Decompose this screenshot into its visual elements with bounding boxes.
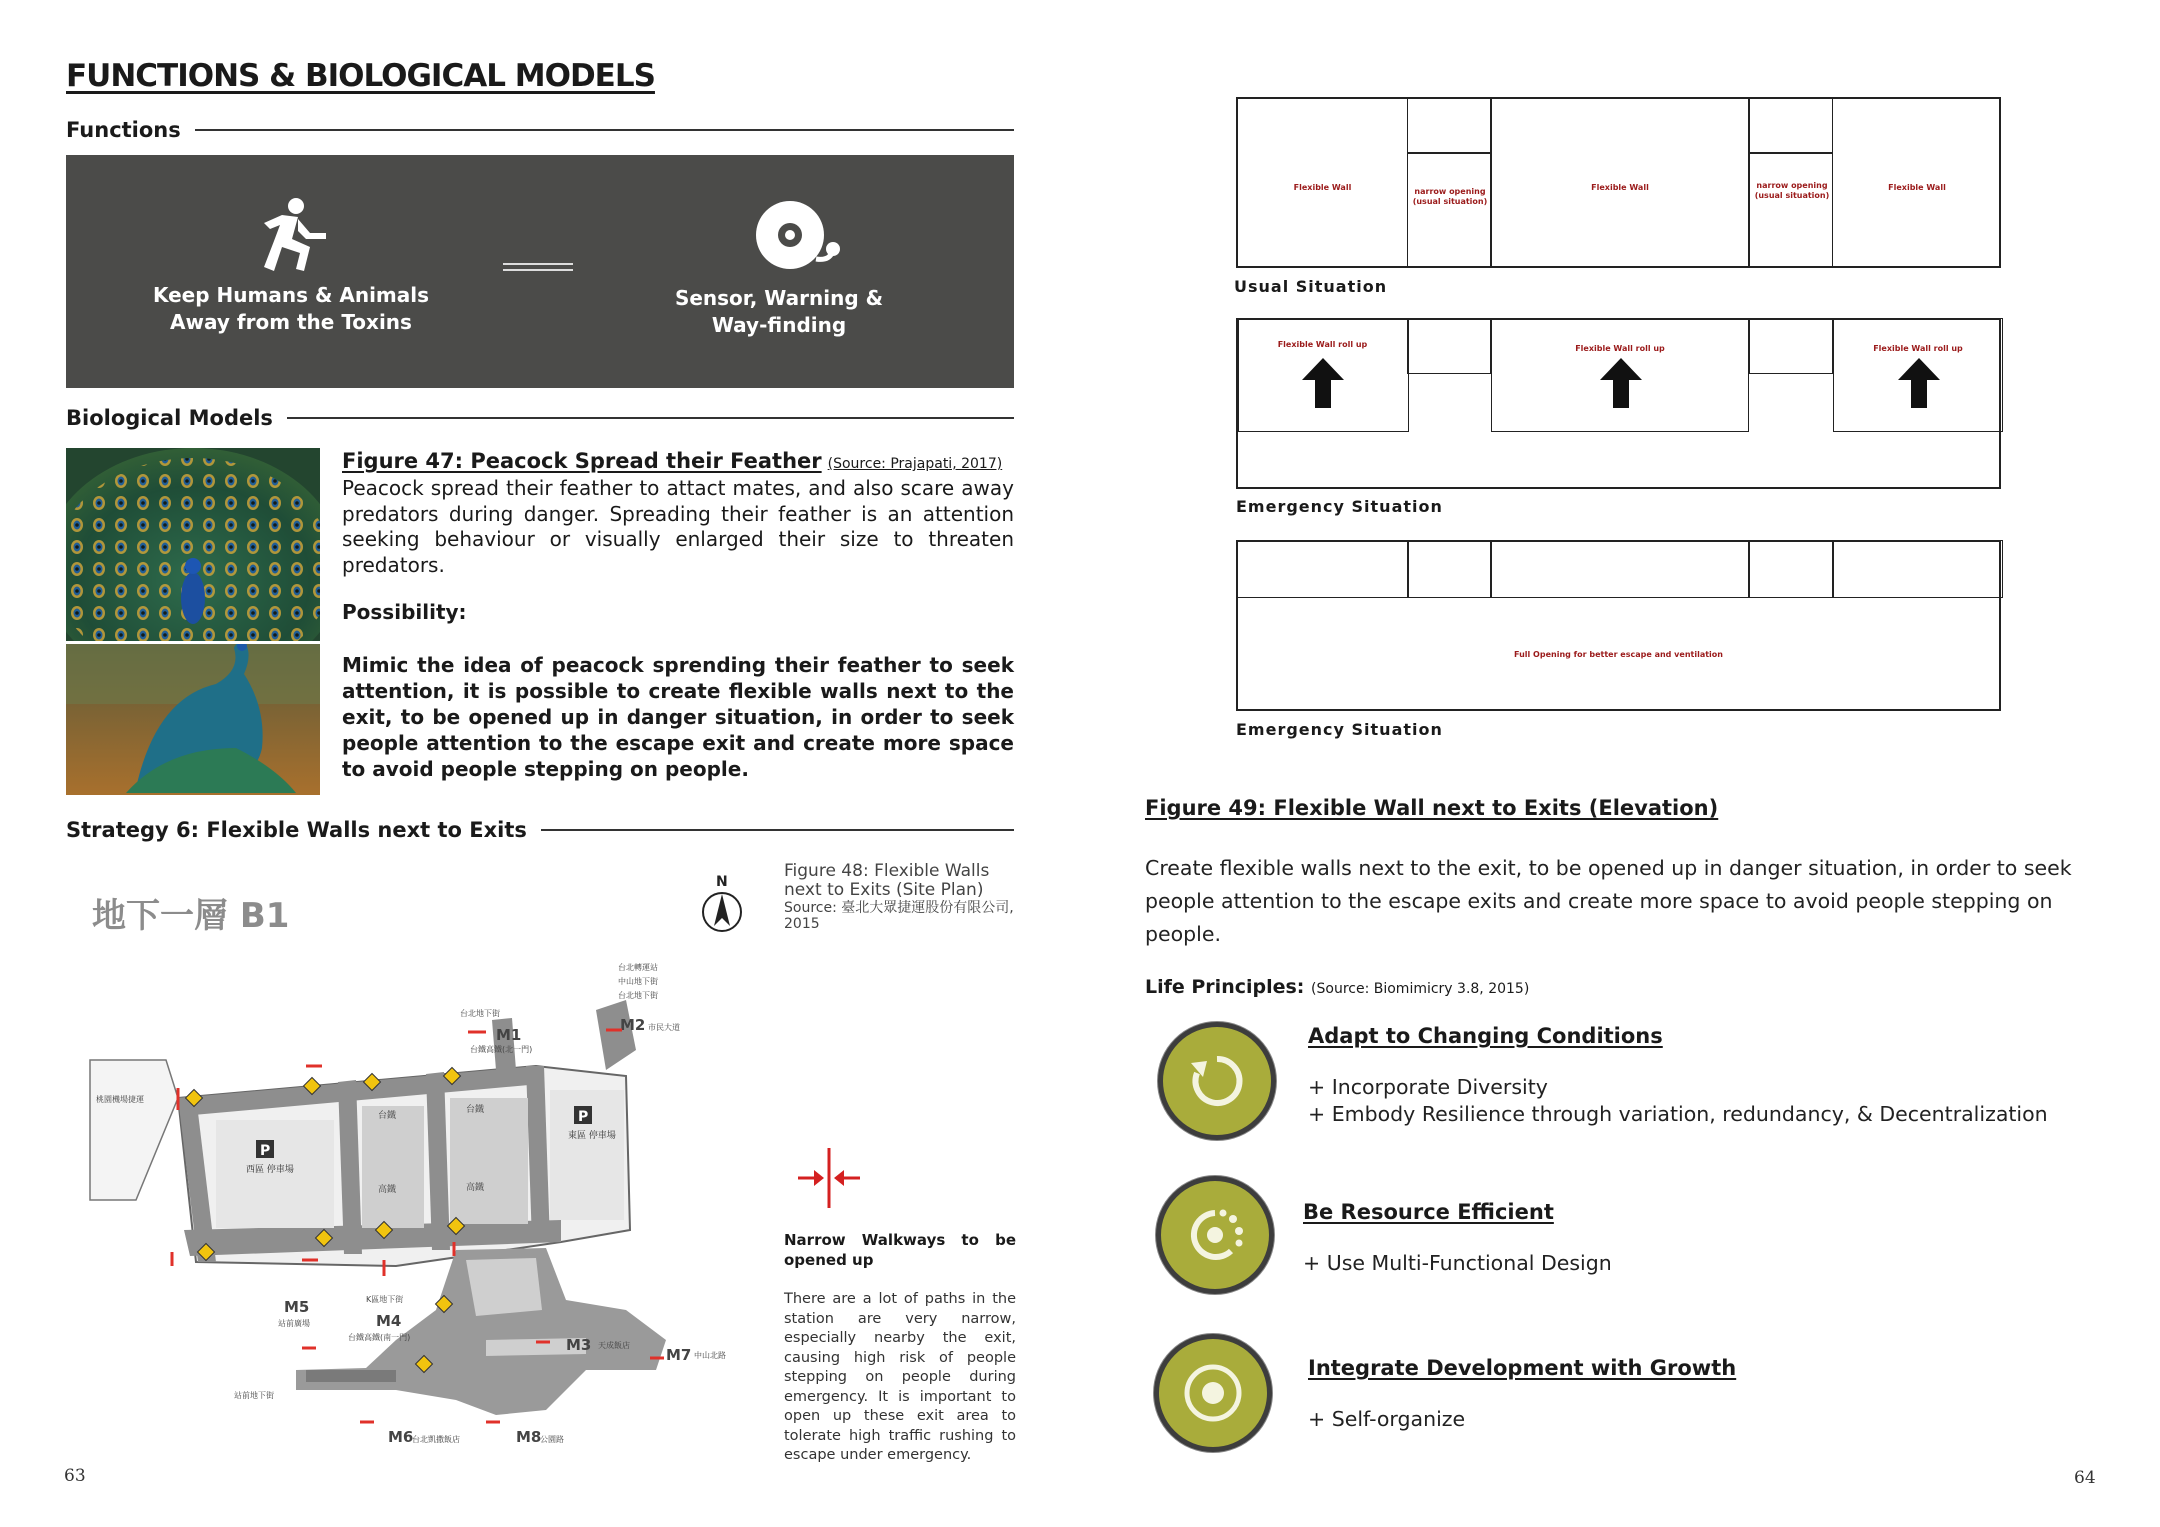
functions-heading-label: Functions — [66, 118, 181, 142]
roll-up-label: Flexible Wall roll up — [1277, 340, 1368, 349]
running-person-icon — [246, 197, 336, 277]
possibility-text: Mimic the idea of peacock sprending their feather to seek attention, it is possible to create flexible walls next to the exit, to be opened up in danger situation, in order to seek people attention to the escape exit and create more space to avoid people stepping on people. — [342, 653, 1014, 781]
narrow-walkway-icon — [796, 1148, 862, 1208]
flexible-wall-label: Flexible Wall — [1888, 183, 1946, 192]
roll-up-label: Flexible Wall roll up — [1873, 344, 1963, 353]
m3-name: 天成飯店 — [598, 1341, 630, 1350]
up-arrow-icon — [1898, 358, 1940, 408]
taipei-city-label: 台北地下街 — [618, 991, 658, 1000]
station-front-label: 站前地下街 — [234, 1391, 274, 1400]
up-arrow-icon — [1600, 358, 1642, 408]
emergency-caption-2: Emergency Situation — [1236, 720, 1443, 739]
m4-name: 台鐵高鐵(南一門) — [348, 1333, 411, 1342]
map-title: 地下一層 B1 — [92, 896, 290, 936]
exit-m3-label: M3 — [566, 1336, 592, 1354]
east-parking-label: 東區 停車場 — [568, 1131, 616, 1141]
heading-rule — [287, 417, 1014, 419]
hsr-label-2: 高鐵 — [466, 1183, 485, 1193]
principle-1-item-2: + Embody Resilience through variation, redundancy, & Decentralization — [1308, 1102, 2048, 1126]
function-1-line2: Away from the Toxins — [170, 310, 412, 334]
refresh-icon — [1187, 1051, 1247, 1111]
fig48-caption-block — [784, 862, 1016, 932]
exit-m1-label: M1 — [496, 1026, 522, 1044]
narrow-opening-cell — [1749, 153, 1833, 268]
principle-3-badge — [1154, 1334, 1272, 1452]
roll-up-label: Flexible Wall roll up — [1575, 344, 1665, 353]
flexible-wall-label: Flexible Wall — [1293, 183, 1352, 192]
functions-heading — [66, 118, 1014, 142]
function-2-label — [634, 285, 924, 339]
narrow-walkways-text: There are a lot of paths in the station are very narrow, especially nearby the exit, causing high risk of people stepping on people during emergency. It is important to open up these exit area to tolerate high traffic rushing to escape under emergency. — [784, 1291, 1016, 1463]
fig48-caption: Figure 48: Flexible Walls next to Exits (Site Plan) — [784, 861, 990, 900]
emergency-caption-1: Emergency Situation — [1236, 497, 1443, 516]
principle-2-badge — [1156, 1176, 1274, 1294]
principle-1-badge — [1158, 1022, 1276, 1140]
life-principles-heading — [1145, 976, 1529, 998]
function-2-line2: Way-finding — [711, 313, 847, 337]
function-1-line1: Keep Humans & Animals — [152, 283, 430, 307]
elevation-lintel — [1407, 540, 1491, 598]
up-arrow-icon — [1302, 358, 1344, 408]
fig48-source: Source: 臺北大眾捷運股份有限公司, 2015 — [784, 900, 1014, 932]
alarm-bell-icon — [748, 197, 844, 279]
principle-2-item-1: + Use Multi-Functional Design — [1303, 1251, 1612, 1275]
tra-label-1: 台鐵 — [378, 1111, 397, 1121]
m5-name: 站前廣場 — [278, 1319, 310, 1328]
hsr-label-1: 高鐵 — [378, 1185, 397, 1195]
fig47-heading — [342, 449, 1002, 473]
elevation-lintel — [1236, 540, 1409, 598]
page-title: FUNCTIONS & BIOLOGICAL MODELS — [66, 58, 655, 94]
elevation-usual — [1236, 97, 2001, 268]
target-icon — [1181, 1361, 1245, 1425]
m1-name: 台鐵高鐵(北一門) — [470, 1045, 533, 1054]
strategy-heading — [66, 818, 1014, 842]
principle-1-item-1: + Incorporate Diversity — [1308, 1075, 1548, 1099]
usual-situation-caption: Usual Situation — [1234, 277, 1388, 296]
strategy-heading-label: Strategy 6: Flexible Walls next to Exits — [66, 818, 527, 842]
equals-sign — [503, 263, 573, 271]
heading-rule — [195, 129, 1014, 131]
fig49-title: Figure 49: Flexible Wall next to Exits (Elevation) — [1145, 796, 1719, 820]
flexible-wall-label: Flexible Wall — [1591, 183, 1649, 192]
fig47-description: Peacock spread their feather to attact mates, and also scare away predators during danger. Spreading their feather is an attention seeking behaviour or visually enlarged their size to threaten predators. — [342, 476, 1014, 577]
elevation-lintel — [1749, 318, 1833, 374]
exit-m2-label: M2 — [620, 1016, 646, 1034]
fig49-description: Create flexible walls next to the exit, to be opened up in danger situation, in order to seek people attention to the escape exits and create more space to avoid people stepping on people. — [1145, 856, 2072, 946]
elevation-lintel — [1833, 540, 2003, 598]
elevation-lintel — [1407, 318, 1491, 374]
narrow-opening-label: narrow opening (usual situation) — [1412, 187, 1488, 206]
fig47-source: (Source: Prajapati, 2017) — [827, 456, 1003, 472]
site-plan-map — [66, 870, 766, 1460]
narrow-opening-label: narrow opening (usual situation) — [1754, 181, 1830, 200]
svg-text:P: P — [578, 1109, 589, 1125]
m7-name: 中山北路 — [694, 1351, 726, 1360]
west-parking-label: 西區 停車場 — [246, 1165, 294, 1175]
svg-text:P: P — [260, 1143, 271, 1159]
principle-3-title: Integrate Development with Growth — [1308, 1356, 1737, 1380]
north-label: N — [716, 874, 728, 890]
peacock-photo — [66, 448, 320, 795]
function-1-label — [146, 282, 436, 336]
functions-panel — [66, 155, 1014, 388]
exit-m6-label: M6 — [388, 1428, 414, 1446]
taoyuan-label: 桃園機場捷運 — [96, 1095, 144, 1104]
full-opening-label: Full Opening for better escape and ventilation — [1514, 650, 1723, 659]
life-principles-source: (Source: Biomimicry 3.8, 2015) — [1311, 981, 1530, 997]
principle-3-item-1: + Self-organize — [1308, 1407, 1466, 1431]
principle-1-title: Adapt to Changing Conditions — [1308, 1024, 1663, 1048]
k-mall-label: K區地下街 — [366, 1295, 404, 1304]
exit-m4-label: M4 — [376, 1312, 402, 1330]
possibility-title: Possibility: — [342, 600, 467, 624]
m2-name: 市民大道 — [648, 1023, 680, 1032]
function-2-line1: Sensor, Warning & — [674, 286, 884, 310]
exit-m7-label: M7 — [666, 1346, 692, 1364]
m6-name: 台北凱撒飯店 — [412, 1435, 460, 1444]
exit-m8-label: M8 — [516, 1428, 542, 1446]
m8-name: 公園路 — [540, 1435, 564, 1444]
elevation-lintel — [1407, 97, 1491, 153]
life-principles-title: Life Principles: — [1145, 976, 1305, 998]
elevation-lintel — [1749, 540, 1833, 598]
zhongshan-label: 中山地下街 — [618, 977, 658, 986]
heading-rule — [541, 829, 1014, 831]
elevation-lintel — [1749, 97, 1833, 153]
city-mall-label: 台北地下街 — [460, 1009, 500, 1018]
fig47-title: Figure 47: Peacock Spread their Feather — [342, 449, 822, 473]
elevation-emergency-2 — [1236, 540, 2001, 711]
dots-cycle-icon — [1179, 1199, 1251, 1271]
bio-models-heading — [66, 406, 1014, 430]
page-number-right: 64 — [2074, 1468, 2096, 1488]
bio-models-heading-label: Biological Models — [66, 406, 273, 430]
elevation-emergency-1 — [1236, 318, 2001, 489]
tra-label-2: 台鐵 — [466, 1105, 485, 1115]
bus-label: 台北轉運站 — [618, 963, 658, 972]
exit-m5-label: M5 — [284, 1298, 310, 1316]
narrow-opening-cell — [1407, 153, 1491, 268]
principle-2-title: Be Resource Efficient — [1303, 1200, 1554, 1224]
page-number-left: 63 — [64, 1466, 86, 1486]
narrow-walkways-title: Narrow Walkways to be opened up — [784, 1231, 1016, 1269]
elevation-lintel — [1491, 540, 1749, 598]
